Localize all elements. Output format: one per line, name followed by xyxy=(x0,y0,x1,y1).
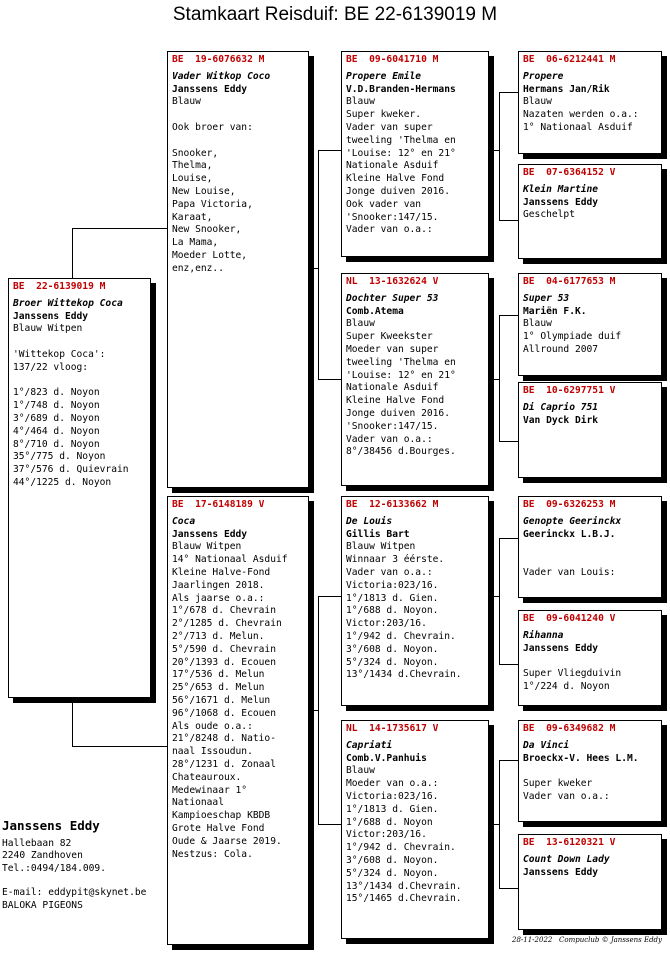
breeder-info xyxy=(2,820,146,912)
pedigree-line xyxy=(523,655,657,668)
pigeon-card-father xyxy=(167,51,309,488)
connector-line xyxy=(499,315,500,442)
pigeon-owner: Van Dyck Dirk xyxy=(523,414,599,426)
pedigree-line: 35°/775 d. Noyon xyxy=(13,451,106,463)
pedigree-line: Chateauroux. xyxy=(172,771,242,783)
pedigree-line: 17°/536 d. Melun xyxy=(172,669,265,681)
pigeon-card-mother-father xyxy=(341,496,489,706)
pedigree-line: 3°/608 d. Noyon. xyxy=(346,643,439,655)
pedigree-line: Blauw Witpen xyxy=(13,323,83,335)
pedigree-line: Kampioeschap KBDB xyxy=(172,810,271,822)
pedigree-line: 20°/1393 d. Ecouen xyxy=(172,656,276,668)
pigeon-name: Propere Emile xyxy=(346,70,422,82)
pedigree-line: 1°/224 d. Noyon xyxy=(523,680,610,692)
pedigree-line: Blauw xyxy=(523,96,552,108)
pigeon-owner: Janssens Eddy xyxy=(172,528,248,540)
ring-number: BE 12-6133662 M xyxy=(346,499,439,510)
pedigree-line: Nationaal xyxy=(172,797,224,809)
pedigree-line: 4°/464 d. Noyon xyxy=(13,425,100,437)
ring-number: BE 10-6297751 V xyxy=(523,385,616,396)
page-title: Stamkaart Reisduif: BE 22-6139019 M xyxy=(172,4,498,25)
pedigree-line: 37°/576 d. Quievrain xyxy=(13,464,129,476)
pedigree-line: Moeder van o.a.: xyxy=(346,778,439,790)
pigeon-owner: V.D.Branden-Hermans xyxy=(346,83,456,95)
pedigree-line: Moeder van super xyxy=(346,343,439,355)
pedigree-line: 'Snooker:147/15. xyxy=(346,211,439,223)
pedigree-line xyxy=(523,765,657,778)
connector-line xyxy=(318,379,342,380)
pedigree-line: Vader van o.a.: xyxy=(346,224,433,236)
pedigree-line: 1°/942 d. Chevrain. xyxy=(346,842,456,854)
pedigree-line: Victor:203/16. xyxy=(346,618,427,630)
breeder-email: E-mail: eddypit@skynet.be xyxy=(2,887,147,898)
connector-line xyxy=(488,596,499,597)
pedigree-line: Ook broer van: xyxy=(172,121,253,133)
pedigree-line: Louise, xyxy=(172,173,213,185)
pedigree-line: Oude & Jaarse 2019. xyxy=(172,835,282,847)
pedigree-line: Grote Halve Fond xyxy=(172,822,265,834)
pedigree-line: 5°/324 d. Noyon. xyxy=(346,656,439,668)
pigeon-card-mother-mother xyxy=(341,720,489,939)
ring-number: BE 09-6041240 V xyxy=(523,613,616,624)
pedigree-line: 1°/748 d. Noyon xyxy=(13,400,100,412)
pigeon-owner: Janssens Eddy xyxy=(172,83,248,95)
connector-line xyxy=(318,150,319,380)
pigeon-name: Super 53 xyxy=(523,292,570,304)
connector-line xyxy=(308,268,318,269)
ring-number: BE 13-6120321 V xyxy=(523,837,616,848)
pedigree-line: 13°/1434 d.Chevrain. xyxy=(346,669,462,681)
pigeon-name: Da Vinci xyxy=(523,739,570,751)
pedigree-line: New Louise, xyxy=(172,185,236,197)
pedigree-line: 1°/688 d. Noyon xyxy=(346,816,433,828)
pedigree-line: naal Issoudun. xyxy=(172,746,253,758)
pigeon-name: Klein Martine xyxy=(523,183,599,195)
pedigree-line xyxy=(13,375,146,388)
pedigree-line: Kleine Halve Fond xyxy=(346,173,445,185)
connector-line xyxy=(499,760,500,889)
pigeon-card-mm-father xyxy=(518,720,662,822)
pigeon-card-subject xyxy=(8,278,151,698)
connector-line xyxy=(318,150,342,151)
pedigree-line xyxy=(523,541,657,554)
pedigree-line: 21°/8248 d. Natio- xyxy=(172,733,276,745)
pedigree-line: Blauw xyxy=(172,96,201,108)
ring-number: BE 09-6326253 M xyxy=(523,499,616,510)
connector-line xyxy=(318,596,319,825)
pigeon-owner: Janssens Eddy xyxy=(13,310,89,322)
pedigree-line: 28°/1231 d. Zonaal xyxy=(172,758,276,770)
connector-line xyxy=(499,538,519,539)
pigeon-card-fm-mother xyxy=(518,382,662,478)
pigeon-owner: Comb.V.Panhuis xyxy=(346,752,427,764)
pigeon-card-ff-mother xyxy=(518,164,662,259)
pedigree-line: Blauw xyxy=(346,318,375,330)
connector-line xyxy=(308,710,318,711)
connector-line xyxy=(488,150,499,151)
pedigree-line: 1° Nationaal Asduif xyxy=(523,121,633,133)
pedigree-line: 1°/823 d. Noyon xyxy=(13,387,100,399)
pedigree-line: 8°/710 d. Noyon xyxy=(13,438,100,450)
pedigree-line: Medewinaar 1° xyxy=(172,784,248,796)
pigeon-owner: Mariën F.K. xyxy=(523,305,587,317)
pedigree-line: Super Vliegduivin xyxy=(523,668,622,680)
pedigree-line: 'Louise: 12° en 21° xyxy=(346,369,456,381)
pedigree-line: Jonge duiven 2016. xyxy=(346,407,450,419)
pedigree-line: 56°/1671 d. Melun xyxy=(172,694,271,706)
ring-number: BE 09-6349682 M xyxy=(523,723,616,734)
pedigree-line: tweeling 'Thelma en xyxy=(346,134,456,146)
ring-number: BE 06-6212441 M xyxy=(523,54,616,65)
pedigree-line: New Snooker, xyxy=(172,224,242,236)
pedigree-line: Vader van o.a.: xyxy=(346,433,433,445)
pedigree-line: 25°/653 d. Melun xyxy=(172,682,265,694)
pedigree-line: 5°/324 d. Noyon. xyxy=(346,867,439,879)
pedigree-line: Kleine Halve Fond xyxy=(346,395,445,407)
pigeon-card-ff-father xyxy=(518,51,662,154)
pigeon-name: Vader Witkop Coco xyxy=(172,70,271,82)
ring-number: BE 19-6076632 M xyxy=(172,54,265,65)
pigeon-owner: Hermans Jan/Rik xyxy=(523,83,610,95)
breeder-loft: BALOKA PIGEONS xyxy=(2,899,83,911)
pedigree-line: Snooker, xyxy=(172,147,219,159)
pedigree-line: 1°/678 d. Chevrain xyxy=(172,605,276,617)
connector-line xyxy=(318,596,342,597)
pedigree-line: Victoria:023/16. xyxy=(346,579,439,591)
connector-line xyxy=(72,228,168,229)
pedigree-line: Super kweker. xyxy=(346,109,422,121)
pedigree-line: 'Snooker:147/15. xyxy=(346,420,439,432)
pigeon-card-mother xyxy=(167,496,309,945)
pedigree-line: 1°/942 d. Chevrain. xyxy=(346,630,456,642)
pigeon-name: Broer Wittekop Coca xyxy=(13,297,123,309)
pedigree-line: 8°/38456 d.Bourges. xyxy=(346,446,456,458)
connector-line xyxy=(488,824,499,825)
breeder-name: Janssens Eddy xyxy=(2,818,100,833)
ring-number: BE 17-6148189 V xyxy=(172,499,265,510)
footer-credit: 28-11-2022 Compuclub © Janssens Eddy xyxy=(512,936,662,944)
connector-line xyxy=(499,220,519,221)
pigeon-name: Dochter Super 53 xyxy=(346,292,439,304)
pedigree-line: 5°/590 d. Chevrain xyxy=(172,643,276,655)
pedigree-line: Blauw xyxy=(523,318,552,330)
pedigree-line: Jaarlingen 2018. xyxy=(172,579,265,591)
pedigree-line: 3°/689 d. Noyon xyxy=(13,412,100,424)
pedigree-line: 1°/1813 d. Gien. xyxy=(346,592,439,604)
pigeon-owner: Janssens Eddy xyxy=(523,196,599,208)
pigeon-name: Capriati xyxy=(346,739,393,751)
pigeon-card-mf-father xyxy=(518,496,662,598)
pigeon-owner: Janssens Eddy xyxy=(523,642,599,654)
connector-line xyxy=(499,315,519,316)
pigeon-card-father-mother xyxy=(341,273,489,486)
connector-line xyxy=(488,379,499,380)
connector-line xyxy=(72,697,73,747)
pedigree-line: Jonge duiven 2016. xyxy=(346,185,450,197)
pedigree-line: Karaat, xyxy=(172,211,213,223)
connector-line xyxy=(499,92,519,93)
pigeon-owner: Geerinckx L.B.J. xyxy=(523,528,616,540)
pigeon-owner: Gillis Bart xyxy=(346,528,410,540)
pedigree-line: 15°/1465 d.Chevrain. xyxy=(346,893,462,905)
ring-number: BE 04-6177653 M xyxy=(523,276,616,287)
pigeon-card-fm-father xyxy=(518,273,662,376)
pedigree-line: Winnaar 3 éérste. xyxy=(346,554,445,566)
pedigree-line: Moeder Lotte, xyxy=(172,249,248,261)
ring-number: NL 14-1735617 V xyxy=(346,723,439,734)
ring-number: BE 09-6041710 M xyxy=(346,54,439,65)
connector-line xyxy=(499,760,519,761)
pigeon-name: Rihanna xyxy=(523,629,564,641)
pedigree-line: 2°/1285 d. Chevrain xyxy=(172,618,282,630)
pedigree-line: Nestzus: Cola. xyxy=(172,848,253,860)
connector-line xyxy=(499,664,519,665)
pedigree-line: 44°/1225 d. Noyon xyxy=(13,476,112,488)
pedigree-line xyxy=(172,135,304,148)
pigeon-name: Di Caprio 751 xyxy=(523,401,599,413)
pedigree-line: 1°/688 d. Noyon. xyxy=(346,605,439,617)
pedigree-line: Super kweker xyxy=(523,778,593,790)
pedigree-line: Blauw Witpen xyxy=(172,541,242,553)
pigeon-card-mf-mother xyxy=(518,610,662,706)
pigeon-owner: Comb.Atema xyxy=(346,305,404,317)
pedigree-line: Kleine Halve-Fond xyxy=(172,566,271,578)
pedigree-line: Blauw Witpen xyxy=(346,541,416,553)
connector-line xyxy=(72,228,73,279)
pedigree-line: Victor:203/16. xyxy=(346,829,427,841)
connector-line xyxy=(499,538,500,665)
pedigree-line: Blauw xyxy=(346,96,375,108)
pedigree-line: Thelma, xyxy=(172,160,213,172)
connector-line xyxy=(499,441,519,442)
pigeon-owner: Janssens Eddy xyxy=(523,866,599,878)
pigeon-name: Count Down Lady xyxy=(523,853,610,865)
pedigree-line: 137/22 vloog: xyxy=(13,361,89,373)
connector-line xyxy=(499,92,500,221)
pedigree-line: Victoria:023/16. xyxy=(346,790,439,802)
pigeon-name: De Louis xyxy=(346,515,393,527)
pedigree-line: Papa Victoria, xyxy=(172,198,253,210)
pedigree-line: 'Louise: 12° en 21° xyxy=(346,147,456,159)
pedigree-line: Vader van o.a.: xyxy=(523,790,610,802)
pedigree-line: Allround 2007 xyxy=(523,343,599,355)
pedigree-line: Geschelpt xyxy=(523,209,575,221)
pedigree-line: 3°/608 d. Noyon. xyxy=(346,854,439,866)
pedigree-line: 96°/1068 d. Ecouen xyxy=(172,707,276,719)
pedigree-line: Nationale Asduif xyxy=(346,160,439,172)
ring-number: NL 13-1632624 V xyxy=(346,276,439,287)
connector-line xyxy=(499,888,519,889)
connector-line xyxy=(318,824,342,825)
pedigree-line: Als jaarse o.a.: xyxy=(172,592,265,604)
pedigree-line: enz,enz.. xyxy=(172,262,224,274)
pedigree-line xyxy=(172,109,304,122)
pedigree-line: tweeling 'Thelma en xyxy=(346,356,456,368)
pigeon-name: Propere xyxy=(523,70,564,82)
pedigree-line: Nazaten werden o.a.: xyxy=(523,109,639,121)
breeder-city: 2240 Zandhoven xyxy=(2,850,83,861)
pigeon-name: Genopte Geerinckx xyxy=(523,515,622,527)
pigeon-owner: Broeckx-V. Hees L.M. xyxy=(523,752,639,764)
pedigree-line: Vader van o.a.: xyxy=(346,566,433,578)
pedigree-line: 1° Olympiade duif xyxy=(523,331,622,343)
pedigree-line: 'Wittekop Coca': xyxy=(13,348,106,360)
pedigree-line: Als oude o.a.: xyxy=(172,720,253,732)
breeder-phone: Tel.:0494/184.009. xyxy=(2,862,106,874)
pigeon-card-mm-mother xyxy=(518,834,662,930)
pedigree-line: Ook vader van xyxy=(346,198,422,210)
pigeon-card-father-father xyxy=(341,51,489,257)
pedigree-line: Vader van Louis: xyxy=(523,566,616,578)
pedigree-line: Blauw xyxy=(346,765,375,777)
pedigree-line: 2°/713 d. Melun. xyxy=(172,630,265,642)
ring-number: BE 07-6364152 V xyxy=(523,167,616,178)
pigeon-name: Coca xyxy=(172,515,196,527)
pedigree-line: La Mama, xyxy=(172,237,219,249)
connector-line xyxy=(72,746,168,747)
pedigree-line: 14° Nationaal Asduif xyxy=(172,554,288,566)
pedigree-line: Vader van super xyxy=(346,121,433,133)
pedigree-line xyxy=(523,554,657,567)
pedigree-line: Super Kweekster xyxy=(346,331,433,343)
ring-number: BE 22-6139019 M xyxy=(13,281,106,292)
pedigree-line xyxy=(13,336,146,349)
pedigree-line: 1°/1813 d. Gien. xyxy=(346,803,439,815)
pedigree-line: 13°/1434 d.Chevrain. xyxy=(346,880,462,892)
pedigree-line: Nationale Asduif xyxy=(346,382,439,394)
breeder-street: Hallebaan 82 xyxy=(2,837,72,849)
